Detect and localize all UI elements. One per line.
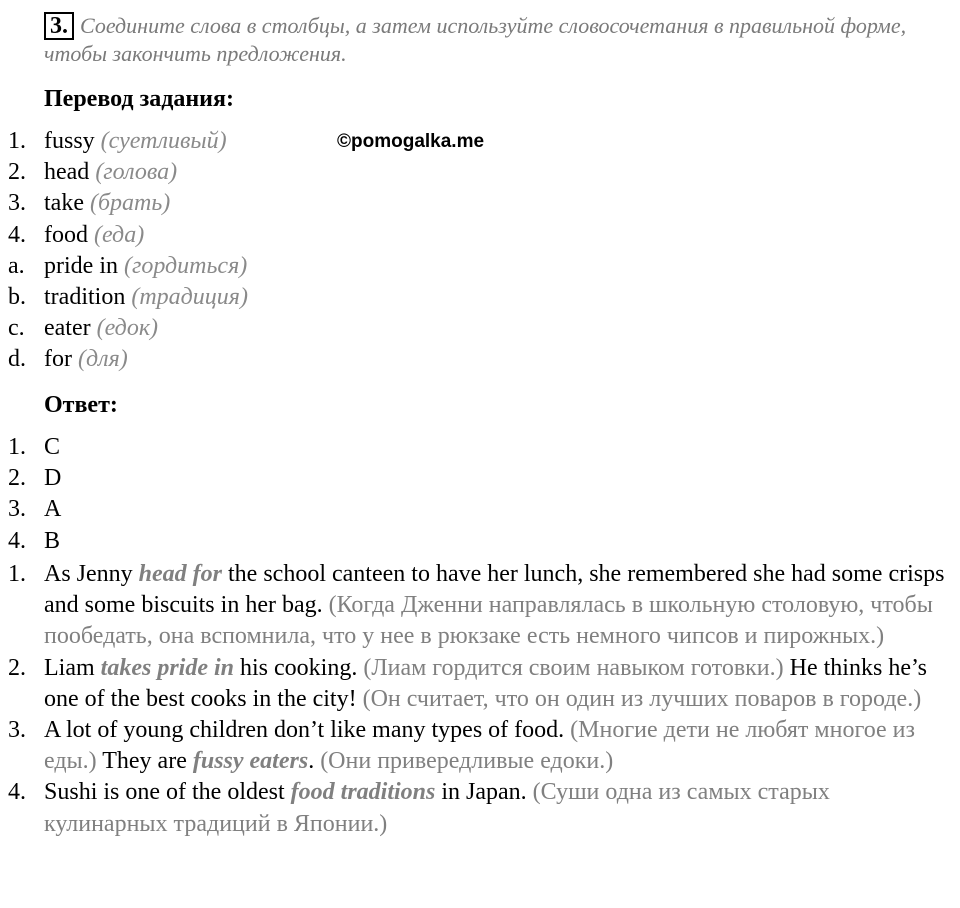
english-word: tradition <box>44 283 126 310</box>
list-item <box>0 157 960 188</box>
answer-sentence <box>0 559 960 653</box>
russian-translation: (Он считает, что он один из лучших поваров в городе.) <box>362 685 922 712</box>
list-item-text <box>44 313 158 344</box>
answer-heading: Ответ: <box>44 392 118 418</box>
answer-sentence <box>0 715 960 777</box>
english-word: eater <box>44 315 91 342</box>
russian-translation: (едок) <box>96 315 159 342</box>
key-phrase: takes pride in <box>100 654 234 681</box>
english-word: head <box>44 159 90 186</box>
sentence-text <box>44 715 954 777</box>
translation-heading: Перевод задания: <box>44 86 234 112</box>
list-marker: 2. <box>8 654 26 681</box>
english-text: . <box>308 748 321 775</box>
english-text: A lot of young children don’t like many types of food. <box>44 717 571 744</box>
list-marker: 3. <box>8 190 26 217</box>
sentence-text <box>44 653 954 715</box>
russian-translation: (Суши одна из самых старых кулинарных традиций в Японии.) <box>44 779 830 837</box>
list-item-text <box>44 188 170 219</box>
russian-translation: (брать) <box>89 190 171 217</box>
task-instruction-block <box>44 12 944 68</box>
list-item <box>0 126 960 157</box>
list-item-text <box>44 282 248 313</box>
match-item <box>0 463 960 494</box>
match-letter: B <box>44 527 61 554</box>
list-marker: 4. <box>8 221 26 248</box>
english-word: food <box>44 221 88 248</box>
match-letter: A <box>44 496 62 523</box>
list-marker: 3. <box>8 717 26 744</box>
sentence-list <box>0 559 960 840</box>
english-text: Sushi is one of the oldest <box>44 779 291 806</box>
english-text: in Japan. <box>435 779 533 806</box>
russian-translation: (для) <box>77 346 128 373</box>
match-letter: D <box>44 465 62 492</box>
task-number: 3. <box>44 12 74 40</box>
list-marker: a. <box>8 252 25 279</box>
russian-translation: (еда) <box>94 221 145 248</box>
list-marker: 2. <box>8 159 26 186</box>
answer-sentence <box>0 653 960 715</box>
english-text: He thinks he’s one of the best cooks in the city! <box>44 654 927 712</box>
russian-translation: (гордиться) <box>123 252 248 279</box>
english-word: for <box>44 346 72 373</box>
english-word: fussy <box>44 128 95 154</box>
translation-list <box>0 126 960 376</box>
watermark: ©pomogalka.me <box>337 131 485 152</box>
match-item <box>0 432 960 463</box>
russian-translation: (Лиам гордится своим навыком готовки.) <box>363 654 784 681</box>
english-text: his cooking. <box>234 654 364 681</box>
list-item-text <box>44 157 177 188</box>
list-item <box>0 251 960 282</box>
list-marker: c. <box>8 315 25 342</box>
list-marker: 1. <box>8 434 26 460</box>
list-item-text <box>44 251 247 282</box>
list-marker: d. <box>8 346 26 373</box>
match-item <box>0 526 960 557</box>
match-item <box>0 494 960 525</box>
list-marker: 4. <box>8 779 26 806</box>
key-phrase: head for <box>138 561 223 587</box>
russian-translation: (голова) <box>95 159 178 186</box>
english-text: the school canteen to have her lunch, she remembered she had some crisps and some biscuits in her bag. <box>44 561 945 619</box>
list-item <box>0 220 960 251</box>
english-text: As Jenny <box>44 561 139 587</box>
list-item-text <box>44 126 227 157</box>
match-letter: C <box>44 434 61 460</box>
list-item <box>0 344 960 375</box>
answer-sentence <box>0 777 960 839</box>
list-item <box>0 313 960 344</box>
russian-translation: (традиция) <box>131 283 248 310</box>
sentence-text <box>44 777 954 839</box>
task-instruction: Соедините слова в столбцы, а затем используйте словосочетания в правильной форме, чтобы закончить предложения. <box>44 13 907 66</box>
list-item <box>0 282 960 313</box>
list-item-text <box>44 220 144 251</box>
russian-translation: (Многие дети не любят многое из еды.) <box>44 717 915 775</box>
list-marker: b. <box>8 283 26 310</box>
list-marker: 4. <box>8 527 26 554</box>
english-word: pride in <box>44 252 118 279</box>
english-text: Liam <box>44 654 101 681</box>
english-text: They are <box>96 748 193 775</box>
key-phrase: food traditions <box>290 779 436 806</box>
list-item-text <box>44 344 128 375</box>
list-marker: 3. <box>8 496 26 523</box>
list-marker: 1. <box>8 128 26 154</box>
russian-translation: (Они привередливые едоки.) <box>320 748 614 775</box>
russian-translation: (суетливый) <box>100 128 227 154</box>
list-item <box>0 188 960 219</box>
english-word: take <box>44 190 84 217</box>
match-list <box>0 432 960 557</box>
russian-translation: (Когда Дженни направлялась в школьную столовую, чтобы пообедать, она вспомнила, что у нее в рюкзаке есть немного чипсов и пирожных.) <box>44 592 933 650</box>
list-marker: 1. <box>8 561 26 587</box>
sentence-text <box>44 559 954 653</box>
list-marker: 2. <box>8 465 26 492</box>
key-phrase: fussy eaters <box>192 748 309 775</box>
